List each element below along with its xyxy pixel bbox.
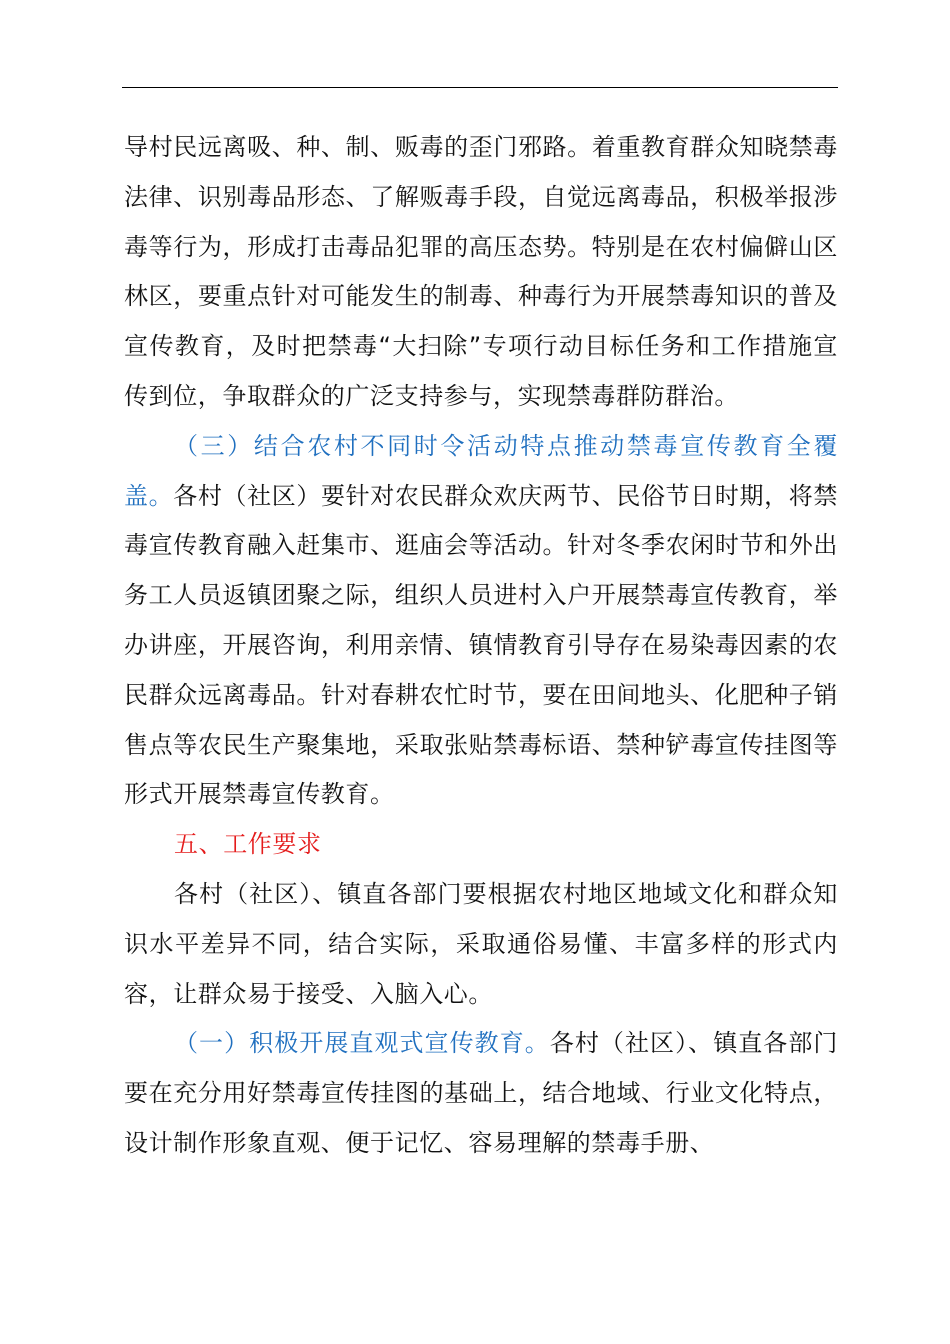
paragraph-5 [124,1019,838,1168]
paragraph-4-text: 各村（社区）、镇直各部门要根据农村地区地域文化和群众知识水平差异不同，结合实际，采取通俗易懂、丰富多样的形式内容，让群众易于接受、入脑入心。 [124,879,838,1008]
section-heading-3: （三）结合农村不同时令活动特点推动禁毒宣传教育全覆盖。 [124,431,838,510]
header-rule [122,87,838,88]
paragraph-5-text: 各村（社区）、镇直各部门要在充分用好禁毒宣传挂图的基础上，结合地域、行业文化特点，设计制作形象直观、便于记忆、容易理解的禁毒手册、 [124,1029,839,1157]
section-heading-1: （一）积极开展直观式宣传教育。 [174,1029,550,1058]
body-text [124,123,838,1169]
paragraph-1 [124,123,838,422]
paragraph-2 [124,422,838,820]
paragraph-3 [124,820,838,870]
paragraph-1-text: 导村民远离吸、种、制、贩毒的歪门邪路。着重教育群众知晓禁毒法律、识别毒品形态、了解贩毒手段，自觉远离毒品，积极举报涉毒等行为，形成打击毒品犯罪的高压态势。特别是在农村偏僻山区林区，要重点针对可能发生的制毒、种毒行为开展禁毒知识的普及宣传教育，及时把禁毒“大扫除”专项行动目标任务和工作措施宣传到位，争取群众的广泛支持参与，实现禁毒群防群治。 [124,133,838,410]
chapter-heading-work-requirements: 五、工作要求 [174,830,322,859]
paragraph-2-text: 各村（社区）要针对农民群众欢庆两节、民俗节日时期，将禁毒宣传教育融入赶集市、逛庙会等活动。针对冬季农闲时节和外出务工人员返镇团聚之际，组织人员进村入户开展禁毒宣传教育，举办讲座，开展咨询，利用亲情、镇情教育引导存在易染毒因素的农民群众远离毒品。针对春耕农忙时节，要在田间地头、化肥种子销售点等农民生产聚集地，采取张贴禁毒标语、禁种铲毒宣传挂图等形式开展禁毒宣传教育。 [124,481,838,809]
paragraph-4 [124,870,838,1019]
